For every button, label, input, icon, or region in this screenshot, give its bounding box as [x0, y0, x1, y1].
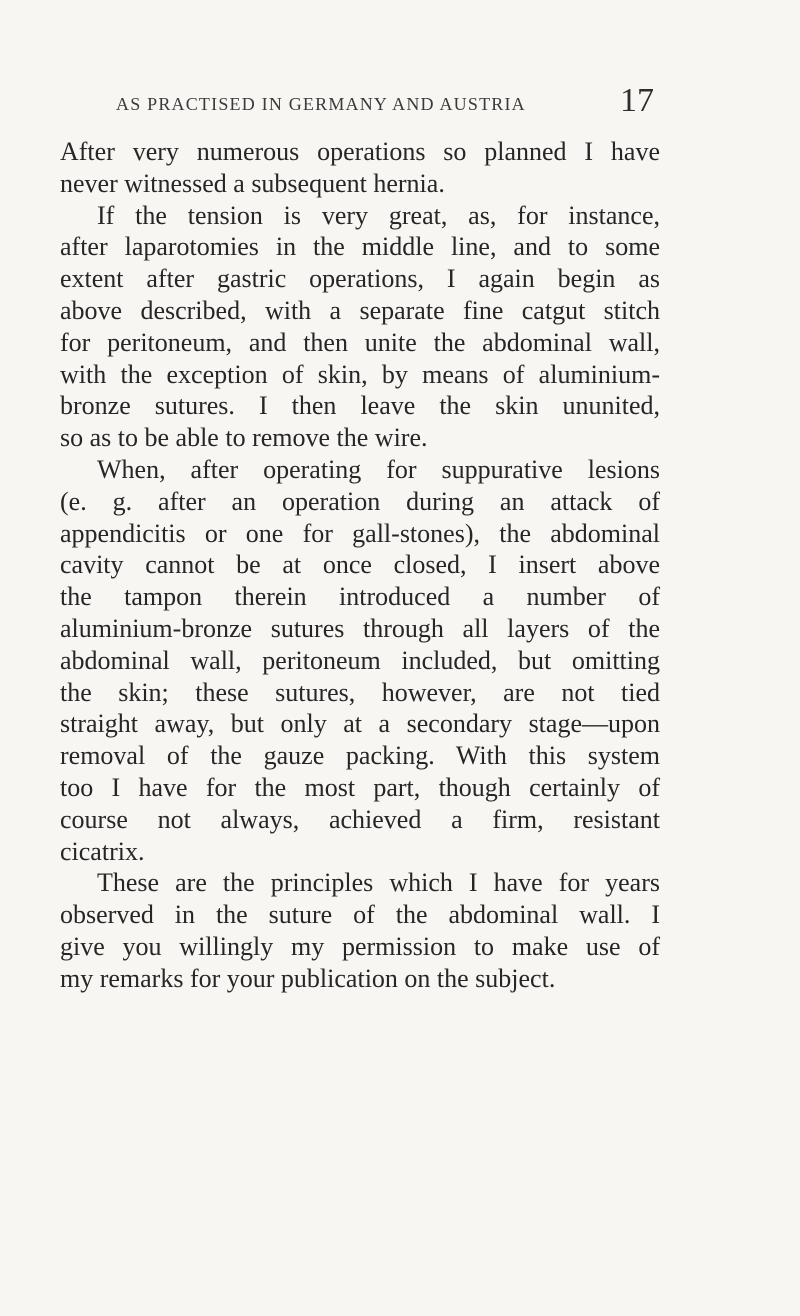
text-line: too I have for the most part, though certainly of [60, 772, 660, 802]
text-line: abdominal wall, peritoneum included, but omitting [60, 645, 660, 675]
text-line: for peritoneum, and then unite the abdominal wall, [60, 327, 660, 357]
text-line: straight away, but only at a secondary stage—upon [60, 709, 660, 739]
text-line: (e. g. after an operation during an attack of [60, 486, 660, 516]
text-line: above described, with a separate fine catgut stitch [60, 295, 660, 325]
text-line: with the exception of skin, by means of aluminium- [60, 359, 660, 389]
text-line: After very numerous operations so planned I have [60, 137, 660, 166]
text-line: appendicitis or one for gall-stones), the abdominal [60, 518, 660, 548]
text-line: never witnessed a subsequent hernia. [60, 168, 445, 198]
text-line: give you willingly my permission to make use of [60, 931, 660, 961]
text-line: course not always, achieved a firm, resistant [60, 804, 660, 834]
paragraph [60, 200, 660, 454]
text-line: If the tension is very great, as, for instance, [97, 200, 660, 230]
running-head [60, 82, 656, 122]
text-line: cavity cannot be at once closed, I insert above [60, 550, 660, 580]
text-line: the tampon therein introduced a number of [60, 582, 660, 612]
text-line: the skin; these sutures, however, are not tied [60, 677, 660, 707]
text-line: These are the principles which I have for years [97, 868, 660, 898]
text-line: bronze sutures. I then leave the skin ununited, [60, 391, 660, 421]
running-title: AS PRACTISED IN GERMANY AND AUSTRIA [116, 94, 526, 114]
text-line: When, after operating for suppurative lesions [97, 454, 660, 484]
paragraph [60, 136, 660, 200]
text-line: removal of the gauze packing. With this system [60, 741, 660, 771]
body-text [60, 136, 660, 995]
text-line: cicatrix. [60, 836, 145, 866]
paragraph [60, 867, 660, 994]
text-line: aluminium-bronze sutures through all layers of the [60, 613, 660, 643]
text-line: extent after gastric operations, I again begin as [60, 264, 660, 294]
page-number: 17 [620, 82, 654, 119]
text-line: so as to be able to remove the wire. [60, 423, 428, 453]
paragraph [60, 454, 660, 867]
text-line: after laparotomies in the middle line, and to some [60, 232, 660, 262]
text-line: observed in the suture of the abdominal wall. I [60, 900, 660, 930]
text-line: my remarks for your publication on the subject. [60, 963, 556, 993]
